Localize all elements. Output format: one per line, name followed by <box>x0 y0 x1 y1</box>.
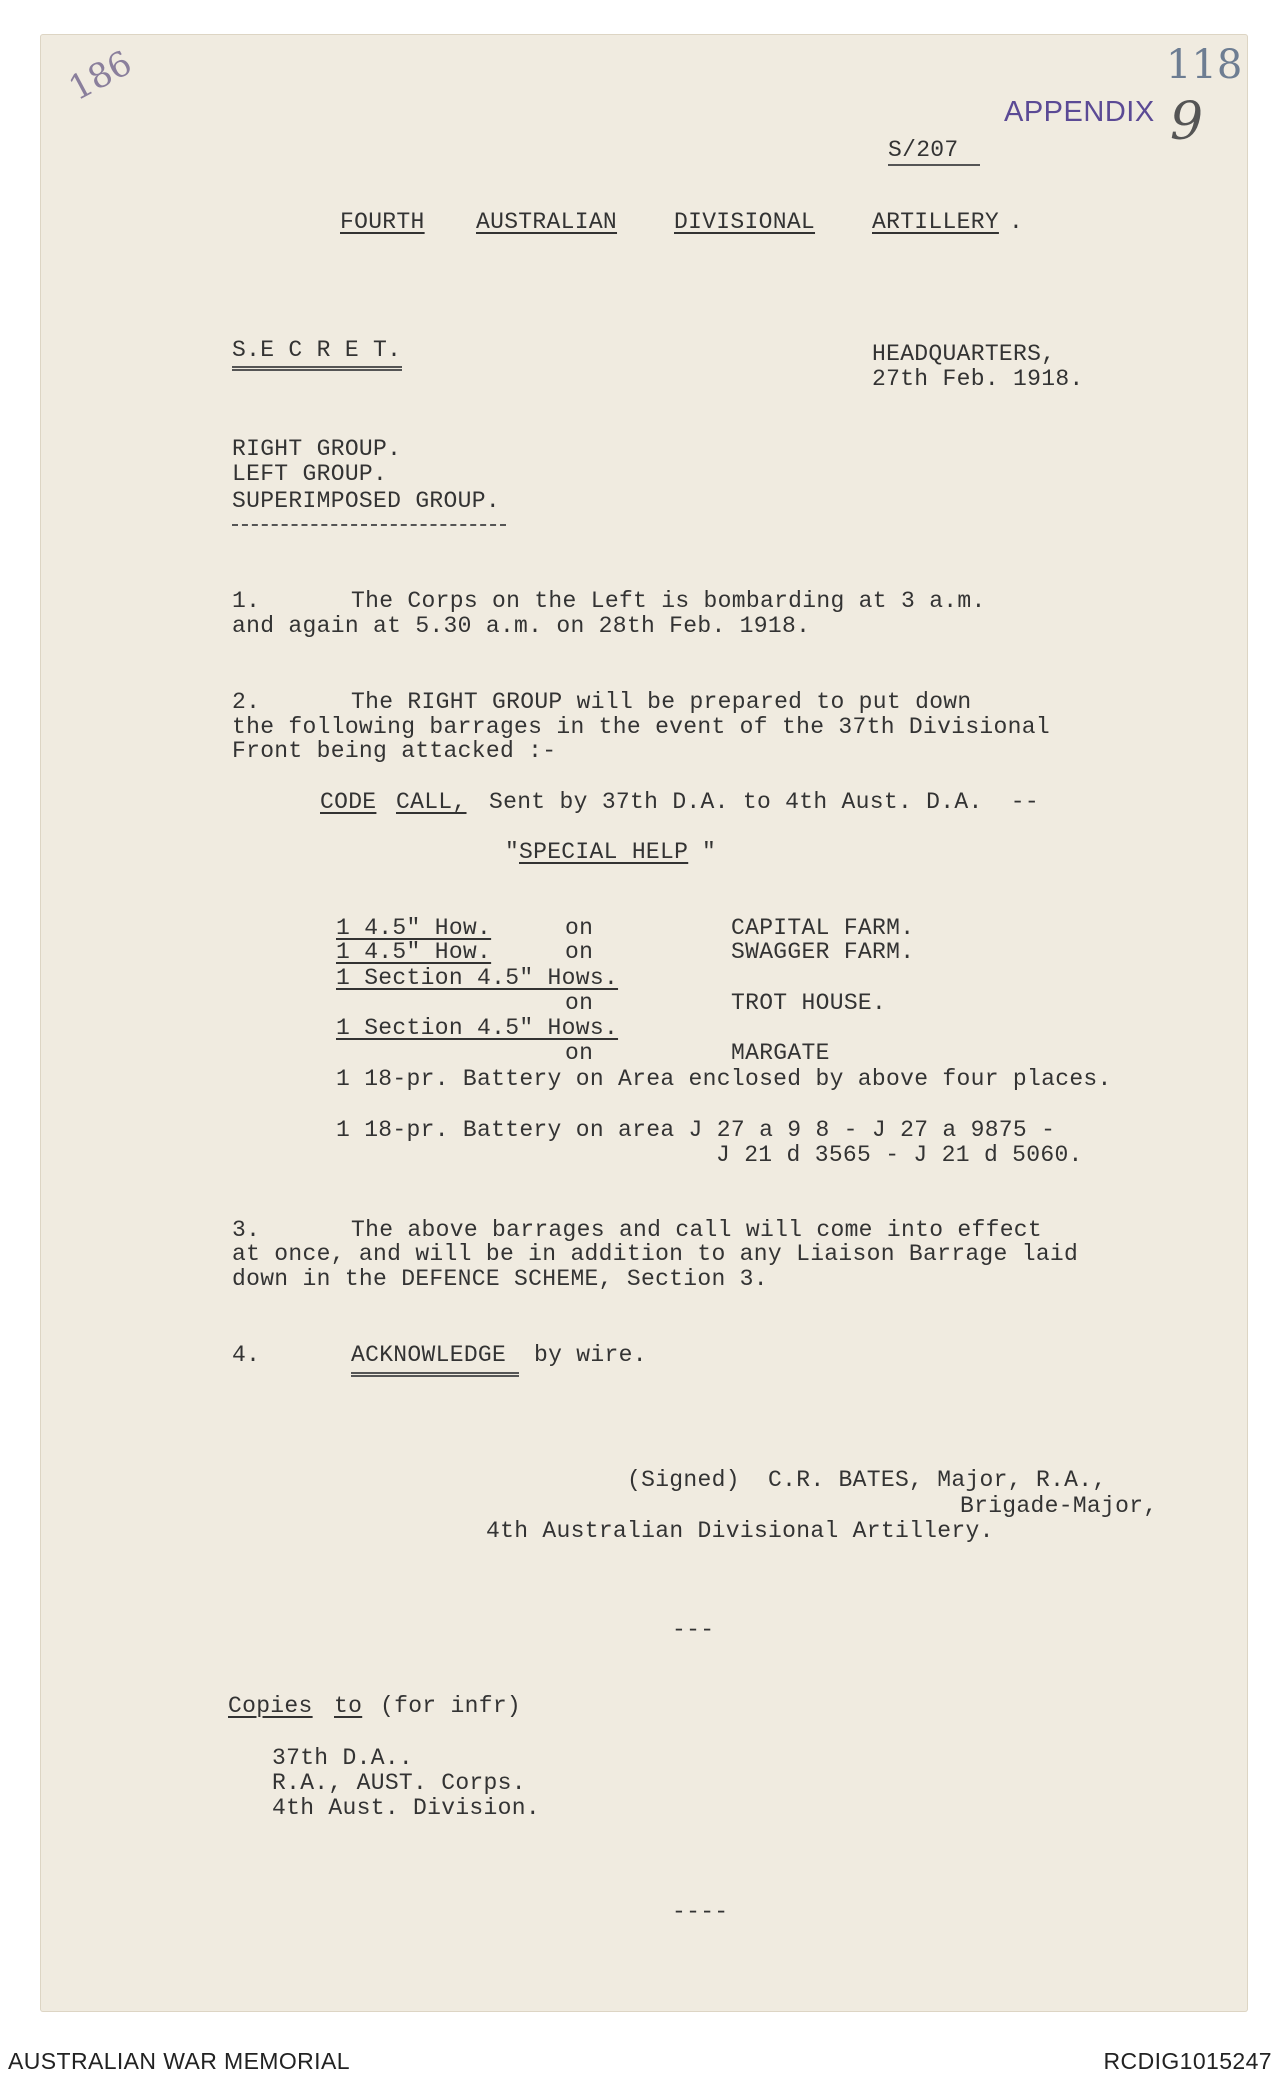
task-on: on <box>565 990 594 1016</box>
task-unit: 1 Section 4.5" Hows. <box>336 1015 619 1041</box>
signature-line: Brigade-Major, <box>960 1493 1158 1519</box>
quote-mark: " <box>702 839 717 865</box>
para4-keyword: ACKNOWLEDGE <box>351 1342 507 1368</box>
task-target: CAPITAL FARM. <box>731 915 915 941</box>
task-unit: 1 4.5" How. <box>336 939 492 965</box>
footer-institution: AUSTRALIAN WAR MEMORIAL <box>8 2048 350 2074</box>
battery-task: J 21 d 3565 - J 21 d 5060. <box>716 1142 1083 1168</box>
para-number: 3. <box>232 1217 261 1243</box>
battery-task: 1 18-pr. Battery on area J 27 a 9 8 - J 27 a 9875 - <box>336 1117 1056 1143</box>
appendix-stamp: APPENDIX <box>1004 96 1155 128</box>
para1-line: The Corps on the Left is bombarding at 3 a.m. <box>351 588 986 614</box>
separator: --- <box>672 1617 715 1643</box>
signature-line: 4th Australian Divisional Artillery. <box>486 1518 994 1544</box>
task-unit: 1 Section 4.5" Hows. <box>336 965 619 991</box>
task-target: MARGATE <box>731 1040 830 1066</box>
title-word: FOURTH <box>340 209 425 235</box>
acknowledge-rule <box>351 1372 519 1377</box>
copy-recipient: 4th Aust. Division. <box>272 1795 540 1821</box>
battery-task: 1 18-pr. Battery on Area enclosed by above four places. <box>336 1066 1112 1092</box>
folio-stamp: 118 <box>1166 42 1243 88</box>
task-on: on <box>565 939 594 965</box>
code-call-line <box>0 790 1282 820</box>
signature-line: (Signed) C.R. BATES, Major, R.A., <box>627 1467 1107 1493</box>
para3-line: down in the DEFENCE SCHEME, Section 3. <box>232 1266 768 1292</box>
hq-date: 27th Feb. 1918. <box>872 366 1084 392</box>
copy-recipient: R.A., AUST. Corps. <box>272 1770 526 1796</box>
title-word: DIVISIONAL <box>674 209 816 235</box>
hq-location: HEADQUARTERS, <box>872 341 1056 367</box>
para2-line: Front being attacked :- <box>232 738 557 764</box>
reference-rule <box>888 164 980 166</box>
task-target: TROT HOUSE. <box>731 990 887 1016</box>
task-on: on <box>565 915 594 941</box>
task-target: SWAGGER FARM. <box>731 939 915 965</box>
code-word: SPECIAL HELP <box>519 839 689 865</box>
code-call-detail: Sent by 37th D.A. to 4th Aust. D.A. -- <box>489 789 1039 815</box>
copies-note: (for infr) <box>380 1693 522 1719</box>
classification: S.E C R E T. <box>232 337 402 363</box>
separator: ---- <box>672 1899 729 1925</box>
addressee-rule <box>232 524 506 526</box>
code-word-line <box>0 840 1282 870</box>
document-reference: S/207 <box>888 137 959 163</box>
addressee: SUPERIMPOSED GROUP. <box>232 488 500 514</box>
addressee: LEFT GROUP. <box>232 461 388 487</box>
classification-rule <box>232 366 402 371</box>
copies-label: to <box>334 1693 363 1719</box>
copy-recipient: 37th D.A.. <box>272 1745 414 1771</box>
title-word: ARTILLERY <box>872 209 999 235</box>
code-call-label: CALL, <box>396 789 467 815</box>
para-number: 4. <box>232 1342 261 1368</box>
para-number: 1. <box>232 588 261 614</box>
task-on: on <box>565 1040 594 1066</box>
para2-line: the following barrages in the event of the 37th Divisional <box>232 714 1050 740</box>
copies-label: Copies <box>228 1693 313 1719</box>
para3-line: The above barrages and call will come into effect <box>351 1217 1043 1243</box>
quote-mark: " <box>505 839 520 865</box>
copies-heading <box>0 1694 1282 1724</box>
code-call-label: CODE <box>320 789 377 815</box>
footer-record-id: RCDIG1015247 <box>1103 2048 1272 2074</box>
para2-line: The RIGHT GROUP will be prepared to put down <box>351 689 972 715</box>
task-unit: 1 4.5" How. <box>336 915 492 941</box>
para4-rest: by wire. <box>534 1342 647 1368</box>
appendix-number: 9 <box>1170 92 1204 152</box>
document-title <box>0 210 1282 240</box>
para1-line: and again at 5.30 a.m. on 28th Feb. 1918. <box>232 613 811 639</box>
folio-handwritten: 186 <box>62 43 139 109</box>
para-number: 2. <box>232 689 261 715</box>
title-end: . <box>1009 209 1024 235</box>
addressee: RIGHT GROUP. <box>232 436 402 462</box>
para3-line: at once, and will be in addition to any Liaison Barrage laid <box>232 1241 1079 1267</box>
title-word: AUSTRALIAN <box>476 209 618 235</box>
